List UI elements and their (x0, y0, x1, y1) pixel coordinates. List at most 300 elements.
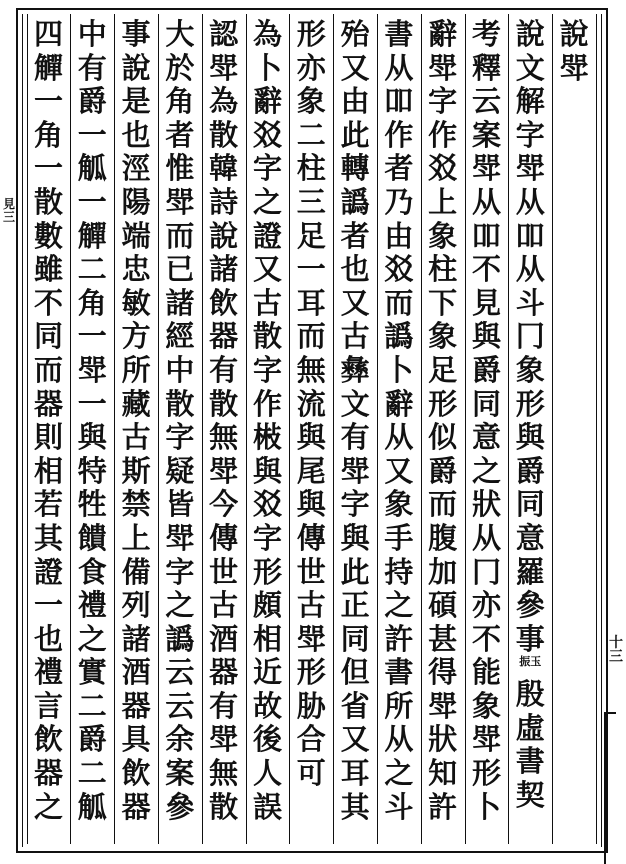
glyph: 象 (384, 487, 414, 522)
glyph: 無 (296, 352, 326, 387)
glyph: 備 (121, 554, 151, 589)
glyph: 禮 (77, 588, 107, 623)
glyph: 殷 (515, 677, 545, 712)
glyph: 證 (33, 554, 63, 589)
glyph: 契 (515, 778, 545, 813)
glyph: 形 (296, 17, 326, 51)
glyph: 許 (384, 621, 414, 656)
glyph: 碩 (428, 588, 458, 623)
glyph: 忠 (121, 252, 151, 287)
glyph: 之 (33, 789, 63, 824)
glyph: 案 (165, 756, 195, 791)
glyph: 觚 (77, 789, 107, 824)
glyph: 文 (515, 50, 545, 85)
glyph: 酒 (209, 621, 239, 656)
glyph: 腹 (428, 520, 458, 555)
column-text (31, 18, 67, 824)
glyph: 云 (165, 655, 195, 690)
glyph: 有 (340, 420, 370, 455)
column-text (293, 18, 329, 791)
glyph: 足 (428, 352, 458, 387)
glyph: 字 (428, 84, 458, 119)
glyph: 中 (77, 17, 107, 51)
glyph: 乃 (384, 184, 414, 219)
glyph: 人 (252, 756, 282, 791)
glyph: 象 (428, 319, 458, 354)
glyph: 之 (471, 453, 501, 488)
glyph: 亦 (471, 588, 501, 623)
glyph: 書 (515, 744, 545, 779)
glyph: 作 (252, 386, 282, 421)
glyph: 中 (165, 352, 195, 387)
glyph: 一 (33, 84, 63, 119)
glyph: 一 (77, 184, 107, 219)
glyph: 若 (33, 487, 63, 522)
glyph: 㸚 (428, 151, 458, 186)
glyph: 食 (77, 554, 107, 589)
glyph: 吅 (471, 218, 501, 253)
glyph: 知 (428, 756, 458, 791)
glyph: 參 (515, 588, 545, 623)
glyph: 斝 (471, 722, 501, 757)
glyph: 有 (209, 352, 239, 387)
glyph: 者 (165, 117, 195, 152)
glyph: 二 (77, 252, 107, 287)
inner-rule-right (601, 14, 602, 847)
glyph: 飲 (33, 722, 63, 757)
glyph: 古 (121, 420, 151, 455)
glyph: 字 (252, 151, 282, 186)
glyph: 散 (209, 117, 239, 152)
glyph: 實 (77, 655, 107, 690)
glyph: 者 (384, 151, 414, 186)
glyph: 字 (165, 554, 195, 589)
glyph: 殆 (340, 17, 370, 51)
glyph: 斝 (515, 151, 545, 186)
glyph: 器 (121, 688, 151, 723)
glyph: 散 (252, 319, 282, 354)
glyph: 上 (428, 184, 458, 219)
glyph: 故 (252, 688, 282, 723)
glyph: 案 (471, 117, 501, 152)
glyph: 則 (33, 420, 63, 455)
glyph: 斝 (209, 50, 239, 85)
glyph: 似 (428, 420, 458, 455)
glyph: 一 (296, 252, 326, 287)
glyph: 器 (33, 386, 63, 421)
glyph: 敏 (121, 285, 151, 320)
glyph: 胁 (296, 688, 326, 723)
glyph: 皆 (165, 487, 195, 522)
glyph: 爵 (471, 352, 501, 387)
glyph: 此 (340, 117, 370, 152)
glyph: 韓 (209, 151, 239, 186)
glyph: 牲 (77, 487, 107, 522)
glyph: 吅 (515, 218, 545, 253)
glyph: 而 (384, 285, 414, 320)
glyph: 古 (296, 588, 326, 623)
glyph: 形 (296, 655, 326, 690)
glyph: 爵 (77, 84, 107, 119)
glyph: 與 (296, 487, 326, 522)
glyph: 而 (33, 352, 63, 387)
glyph: 斗 (384, 789, 414, 824)
glyph: 禁 (121, 487, 151, 522)
glyph: 二 (296, 117, 326, 152)
glyph: 斝 (165, 520, 195, 555)
glyph: 不 (33, 285, 63, 320)
glyph: 觶 (33, 50, 63, 85)
glyph: 器 (209, 655, 239, 690)
glyph: 其 (33, 520, 63, 555)
glyph: 陽 (121, 184, 151, 219)
glyph: 同 (515, 487, 545, 522)
glyph: 諸 (121, 621, 151, 656)
glyph: 譌 (165, 621, 195, 656)
glyph: 有 (209, 688, 239, 723)
glyph: 㸚 (384, 252, 414, 287)
glyph: 字 (340, 487, 370, 522)
glyph: 又 (340, 50, 370, 85)
column-text (206, 18, 242, 824)
glyph: 爵 (428, 453, 458, 488)
margin-bracket (604, 712, 616, 864)
glyph: 說 (559, 17, 589, 51)
glyph: 與 (77, 420, 107, 455)
glyph: 詩 (209, 184, 239, 219)
glyph: 端 (121, 218, 151, 253)
glyph: 與 (340, 520, 370, 555)
glyph: 文 (340, 386, 370, 421)
glyph: 頗 (252, 588, 282, 623)
glyph: 合 (296, 722, 326, 757)
glyph: 得 (428, 655, 458, 690)
glyph: 㪔 (252, 420, 282, 455)
glyph: 經 (165, 319, 195, 354)
glyph: 作 (428, 117, 458, 152)
page-title (556, 18, 592, 85)
interlinear-note: 振玉 (519, 655, 542, 669)
glyph: 後 (252, 722, 282, 757)
glyph: 近 (252, 655, 282, 690)
glyph: 同 (33, 319, 63, 354)
glyph: 㸚 (252, 487, 282, 522)
glyph: 二 (77, 688, 107, 723)
glyph: 之 (165, 588, 195, 623)
glyph: 作 (384, 117, 414, 152)
glyph: 飲 (209, 285, 239, 320)
glyph: 能 (471, 655, 501, 690)
glyph: 禮 (33, 655, 63, 690)
glyph: 斝 (77, 352, 107, 387)
glyph: 甚 (428, 621, 458, 656)
glyph: 者 (340, 218, 370, 253)
right-margin-mark: 十三 (609, 635, 623, 665)
glyph: 誤 (252, 789, 282, 824)
glyph: 爵 (77, 722, 107, 757)
glyph: 散 (165, 386, 195, 421)
glyph: 斝 (471, 151, 501, 186)
glyph: 字 (165, 420, 195, 455)
glyph: 解 (515, 84, 545, 119)
glyph: 狀 (428, 722, 458, 757)
glyph: 古 (209, 588, 239, 623)
glyph: 柱 (296, 151, 326, 186)
glyph: 象 (296, 84, 326, 119)
glyph: 但 (340, 655, 370, 690)
glyph: 為 (209, 84, 239, 119)
glyph: 散 (33, 184, 63, 219)
glyph: 角 (77, 285, 107, 320)
glyph: 古 (340, 319, 370, 354)
glyph: 二 (77, 756, 107, 791)
glyph: 一 (77, 117, 107, 152)
glyph: 與 (252, 453, 282, 488)
glyph: 見 (471, 285, 501, 320)
glyph: 特 (77, 453, 107, 488)
glyph: 云 (471, 84, 501, 119)
glyph: 觶 (77, 218, 107, 253)
glyph: 辭 (252, 84, 282, 119)
glyph: 譌 (384, 319, 414, 354)
glyph: 斝 (209, 453, 239, 488)
glyph: 諸 (209, 252, 239, 287)
glyph: 傳 (296, 520, 326, 555)
glyph: 字 (252, 352, 282, 387)
glyph: 又 (340, 722, 370, 757)
glyph: 書 (384, 655, 414, 690)
glyph: 下 (428, 285, 458, 320)
glyph: 象 (428, 218, 458, 253)
glyph: 卜 (252, 50, 282, 85)
glyph: 流 (296, 386, 326, 421)
glyph: 由 (340, 84, 370, 119)
glyph: 大 (165, 17, 195, 51)
glyph: 羅 (515, 554, 545, 589)
glyph: 亦 (296, 50, 326, 85)
glyph: 具 (121, 722, 151, 757)
glyph: 斯 (121, 453, 151, 488)
glyph: 疑 (165, 453, 195, 488)
glyph: 散 (209, 386, 239, 421)
glyph: 諸 (165, 285, 195, 320)
glyph: 手 (384, 520, 414, 555)
glyph: 角 (33, 117, 63, 152)
column-text (118, 18, 154, 824)
column-text (74, 18, 110, 824)
glyph: 世 (296, 554, 326, 589)
glyph: 正 (340, 588, 370, 623)
glyph: 之 (252, 184, 282, 219)
glyph: 意 (471, 420, 501, 455)
glyph: 也 (121, 117, 151, 152)
glyph: 尾 (296, 453, 326, 488)
glyph: 觚 (77, 151, 107, 186)
column-text (250, 18, 286, 824)
glyph: 象 (471, 688, 501, 723)
glyph: 古 (252, 285, 282, 320)
glyph: 所 (121, 352, 151, 387)
glyph: 又 (252, 252, 282, 287)
glyph: 已 (165, 252, 195, 287)
column-text (469, 18, 505, 824)
glyph: 三 (296, 184, 326, 219)
glyph: 說 (209, 218, 239, 253)
glyph: 說 (121, 50, 151, 85)
glyph: 譌 (340, 184, 370, 219)
glyph: 一 (33, 151, 63, 186)
glyph: 世 (209, 554, 239, 589)
glyph: 辭 (428, 17, 458, 51)
glyph: 从 (384, 50, 414, 85)
glyph: 說 (515, 17, 545, 51)
glyph: 形 (515, 386, 545, 421)
glyph: 虛 (515, 710, 545, 745)
glyph: 方 (121, 319, 151, 354)
glyph: 冂 (515, 319, 545, 354)
glyph: 與 (296, 420, 326, 455)
glyph: 不 (471, 252, 501, 287)
glyph: 不 (471, 621, 501, 656)
glyph: 耳 (296, 285, 326, 320)
glyph: 涇 (121, 151, 151, 186)
glyph: 斝 (428, 688, 458, 723)
glyph: 為 (252, 17, 282, 51)
glyph: 釋 (471, 50, 501, 85)
glyph: 雖 (33, 252, 63, 287)
glyph: 相 (33, 453, 63, 488)
left-margin-mark: 見三 (2, 197, 15, 224)
glyph: 事 (515, 621, 545, 656)
glyph: 耳 (340, 756, 370, 791)
glyph: 列 (121, 588, 151, 623)
glyph: 斗 (515, 285, 545, 320)
glyph: 同 (471, 386, 501, 421)
glyph: 無 (209, 420, 239, 455)
glyph: 轉 (340, 151, 370, 186)
glyph: 與 (515, 420, 545, 455)
glyph: 之 (384, 756, 414, 791)
glyph: 象 (515, 352, 545, 387)
glyph: 从 (384, 722, 414, 757)
glyph: 無 (209, 756, 239, 791)
glyph: 卜 (471, 789, 501, 824)
glyph: 器 (33, 756, 63, 791)
glyph: 器 (209, 319, 239, 354)
glyph: 數 (33, 218, 63, 253)
glyph: 斝 (559, 50, 589, 85)
glyph: 意 (515, 520, 545, 555)
glyph: 形 (471, 756, 501, 791)
glyph: 認 (209, 17, 239, 51)
glyph: 於 (165, 50, 195, 85)
glyph: 飲 (121, 756, 151, 791)
column-text (512, 18, 548, 656)
glyph: 从 (471, 520, 501, 555)
column-text (381, 18, 417, 824)
glyph: 器 (121, 789, 151, 824)
glyph: 證 (252, 218, 282, 253)
column-text (162, 18, 198, 824)
glyph: 由 (384, 218, 414, 253)
glyph: 之 (77, 621, 107, 656)
glyph: 也 (340, 252, 370, 287)
glyph: 同 (340, 621, 370, 656)
glyph: 狀 (471, 487, 501, 522)
glyph: 此 (340, 554, 370, 589)
glyph: 从 (515, 184, 545, 219)
glyph: 形 (252, 554, 282, 589)
glyph: 一 (77, 319, 107, 354)
glyph: 又 (340, 285, 370, 320)
column-text (337, 18, 373, 824)
glyph: 字 (515, 117, 545, 152)
glyph: 其 (340, 789, 370, 824)
glyph: 持 (384, 554, 414, 589)
glyph: 冂 (471, 554, 501, 589)
glyph: 字 (252, 520, 282, 555)
column-text (425, 18, 461, 824)
glyph: 言 (33, 688, 63, 723)
glyph: 足 (296, 218, 326, 253)
glyph: 今 (209, 487, 239, 522)
glyph: 上 (121, 520, 151, 555)
glyph: 而 (428, 487, 458, 522)
glyph: 余 (165, 722, 195, 757)
glyph: 考 (471, 17, 501, 51)
glyph: 辭 (384, 386, 414, 421)
glyph: 所 (384, 688, 414, 723)
glyph: 斝 (165, 184, 195, 219)
glyph: 事 (121, 17, 151, 51)
glyph: 而 (296, 319, 326, 354)
glyph: 爵 (515, 453, 545, 488)
glyph: 酒 (121, 655, 151, 690)
glyph: 形 (428, 386, 458, 421)
glyph: 饋 (77, 520, 107, 555)
glyph: 有 (77, 50, 107, 85)
glyph: 又 (384, 453, 414, 488)
glyph: 吅 (384, 84, 414, 119)
glyph: 省 (340, 688, 370, 723)
glyph: 許 (428, 789, 458, 824)
glyph: 而 (165, 218, 195, 253)
glyph: 參 (165, 789, 195, 824)
glyph: 从 (384, 420, 414, 455)
glyph: 可 (296, 756, 326, 791)
text-column (23, 18, 75, 848)
glyph: 角 (165, 84, 195, 119)
glyph: 四 (33, 17, 63, 51)
glyph: 从 (471, 184, 501, 219)
glyph: 惟 (165, 151, 195, 186)
glyph: 加 (428, 554, 458, 589)
glyph: 傳 (209, 520, 239, 555)
glyph: 彝 (340, 352, 370, 387)
glyph: 一 (33, 588, 63, 623)
glyph: 斝 (209, 722, 239, 757)
glyph: 書 (384, 17, 414, 51)
glyph: 斝 (296, 621, 326, 656)
glyph: 㸚 (252, 117, 282, 152)
glyph: 相 (252, 621, 282, 656)
glyph: 之 (384, 588, 414, 623)
glyph: 从 (515, 252, 545, 287)
glyph: 藏 (121, 386, 151, 421)
glyph: 散 (209, 789, 239, 824)
glyph: 斝 (428, 50, 458, 85)
column-text (512, 678, 548, 812)
